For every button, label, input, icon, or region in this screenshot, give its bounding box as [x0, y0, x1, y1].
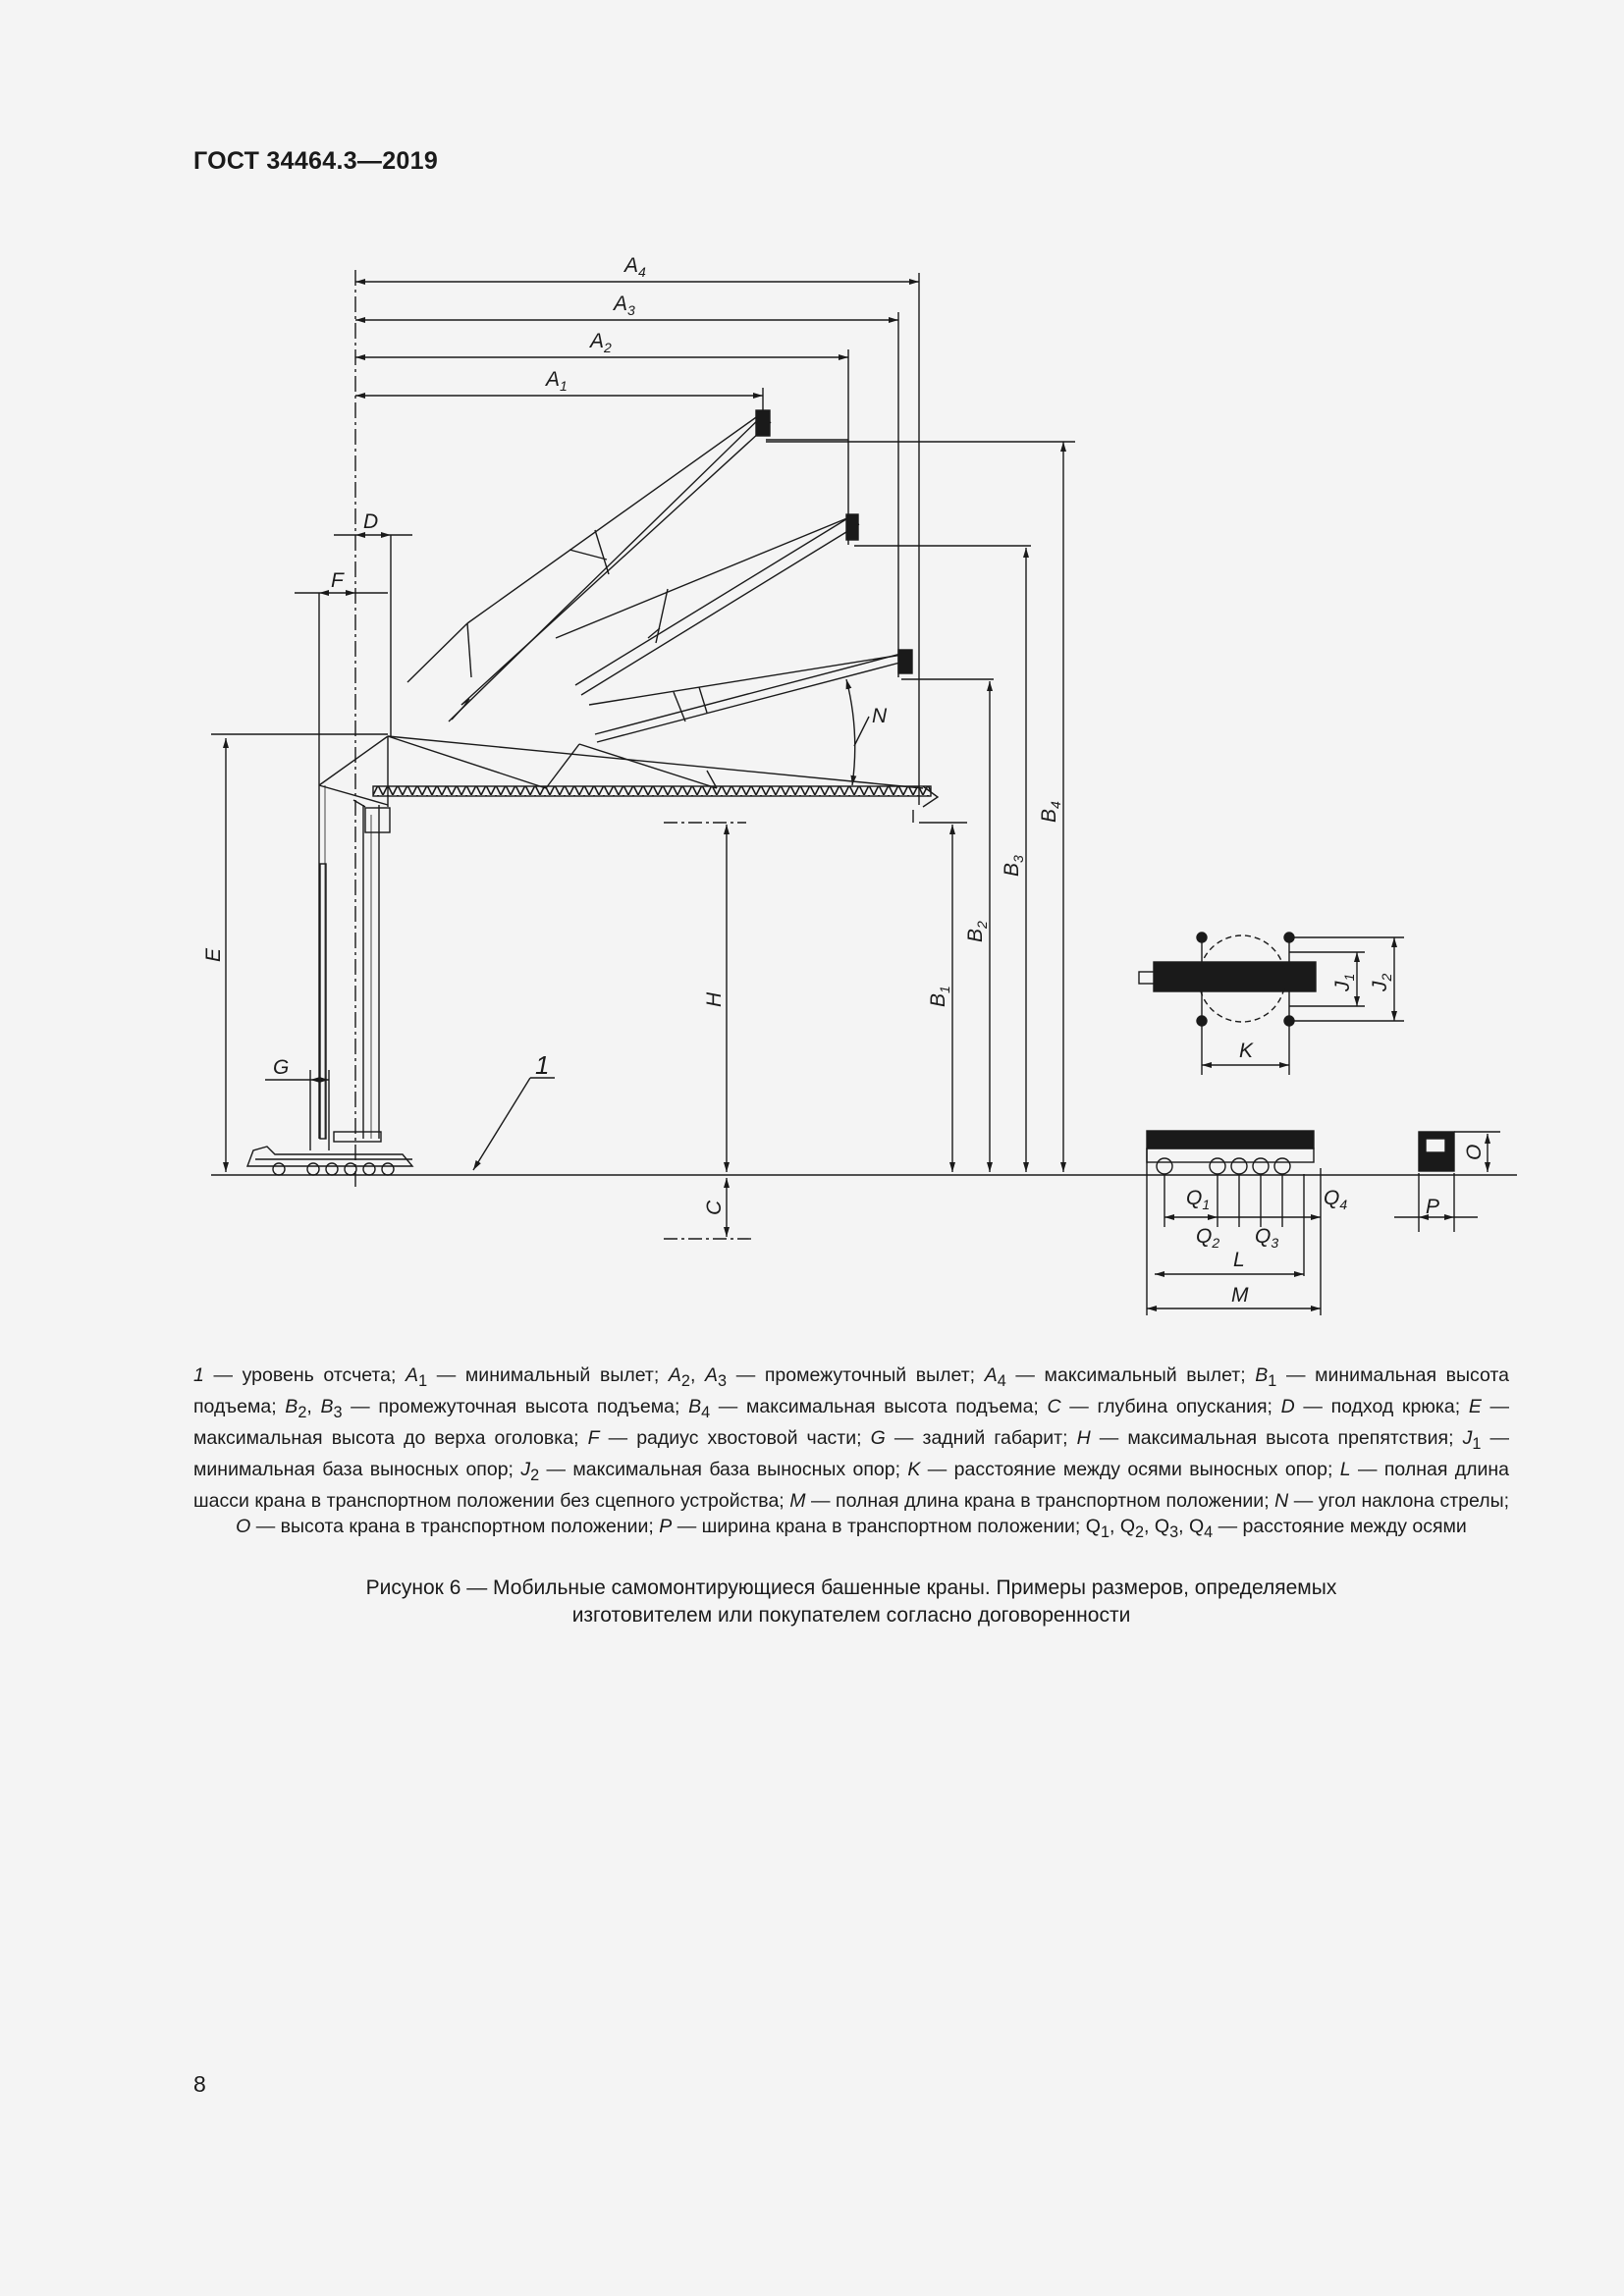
- figure-legend: 1 — уровень отсчета; $A_1$ — минимальный вылет; $A_2$, $A_3$ — промежуточный вылет; $A_4$ — максимальный вылет; $B_1$ — минимальная высота подъема; $B_2$, $B_3$ — промежуточная высота подъема; $B_4$ — максимальная высота подъема; C — глубина опускания; D — подход крюка; E — максимальная высота до верха оголовка; F — радиус хвостовой части; G — задний габарит; H — максимальная высота препятствия; $J_1$ — минимальная база выносных опор; $J_2$ — максимальная база выносных опор; K — расстояние между осями выносных опор; L — полная длина шасси крана в транспортном положении без сцепного устройства; M — полная длина крана в транспортном положении; N — угол наклона стрелы; O — высота крана в транспортном положении; P — ширина крана в транспортном положении; $Q_1$, $Q_2$, $Q_3$, $Q_4$ — расстояние между осями: [193, 1364, 1510, 1541]
- label-o: O: [1463, 1144, 1486, 1160]
- label-a3: $A_3$: [614, 293, 635, 318]
- tower-carrier-vehicle: [247, 1147, 412, 1175]
- label-c: C: [703, 1200, 726, 1215]
- label-q2: $Q_2$: [1196, 1225, 1220, 1251]
- caption-line-2: изготовителем или покупателем согласно договоренности: [571, 1604, 1131, 1627]
- label-e: E: [202, 947, 225, 962]
- label-b1: $B_1$: [927, 986, 952, 1007]
- label-j1: $J_1$: [1331, 973, 1357, 991]
- caption-line-1: Рисунок 6 — Мобильные самомонтирующиеся башенные краны. Примеры размеров, определяемых: [365, 1576, 1337, 1599]
- label-a1: $A_1$: [546, 368, 568, 394]
- label-ref-1: 1: [535, 1050, 550, 1080]
- label-b2: $B_2$: [964, 921, 990, 942]
- label-q4: $Q_4$: [1324, 1187, 1348, 1212]
- label-p: P: [1426, 1196, 1440, 1218]
- label-b4: $B_4$: [1038, 801, 1063, 823]
- label-j2: $J_2$: [1369, 973, 1394, 991]
- label-q3: $Q_3$: [1255, 1225, 1279, 1251]
- label-d: D: [363, 510, 379, 533]
- angle-arc-n: [846, 679, 855, 785]
- outrigger-plan-view: [1139, 933, 1404, 1075]
- label-k: K: [1239, 1040, 1254, 1062]
- document-header: ГОСТ 34464.3—2019: [193, 147, 439, 175]
- crane-tower: [319, 736, 390, 1142]
- jib-position-4-horizontal: [373, 736, 967, 823]
- label-n: N: [872, 705, 888, 727]
- label-a2: $A_2$: [590, 330, 612, 355]
- label-h: H: [703, 991, 726, 1007]
- label-a4: $A_4$: [624, 254, 646, 280]
- label-l: L: [1233, 1249, 1245, 1271]
- figure-caption: [193, 1575, 1509, 1629]
- label-m: M: [1231, 1284, 1249, 1307]
- jib-position-1: [407, 410, 848, 721]
- label-f: F: [331, 569, 344, 592]
- jib-position-2: [556, 514, 1031, 695]
- jib-position-3: [589, 650, 994, 742]
- ref-1-leader: [473, 1078, 530, 1170]
- label-q1: $Q_1$: [1186, 1187, 1211, 1212]
- page-number: 8: [193, 2071, 206, 2097]
- label-b3: $B_3$: [1001, 855, 1026, 877]
- label-g: G: [273, 1056, 290, 1079]
